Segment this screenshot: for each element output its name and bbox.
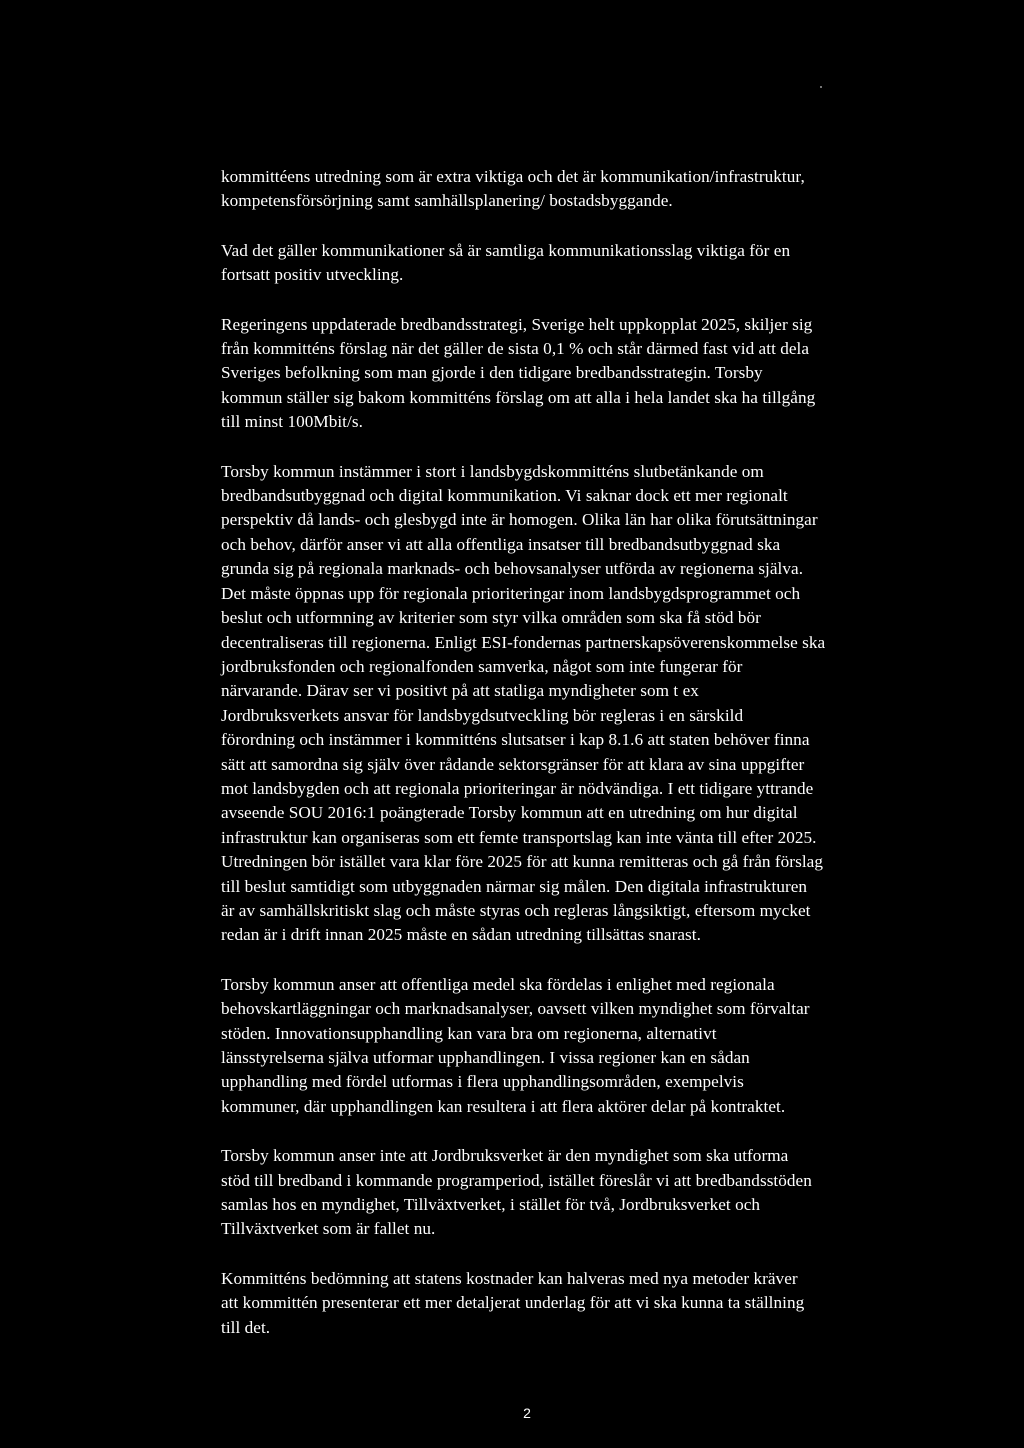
text-line: Det måste öppnas upp för regionala prioriteringar inom landsbygdsprogrammet och (221, 583, 801, 603)
text-line: kommun ställer sig bakom kommitténs förslag om att alla i hela landet ska ha tillgång (221, 387, 816, 407)
text-line: mot landsbygden och att regionala prioriteringar är nödvändiga. I ett tidigare yttrande (221, 778, 814, 798)
text-line: Jordbruksverkets ansvar för landsbygdsutveckling bör regleras i en särskild (221, 705, 744, 725)
text-line: beslut och utformning av kriterier som styr vilka områden som ska få stöd bör (221, 608, 761, 628)
paragraph-7 (221, 1267, 921, 1340)
text-line: redan är i drift innan 2025 måste en sådan utredning tillsättas snarast. (221, 925, 701, 945)
paragraph-3 (221, 313, 921, 435)
text-line: Kommitténs bedömning att statens kostnader kan halveras med nya metoder kräver (221, 1268, 798, 1288)
text-line: kommuner, där upphandlingen kan resultera i att flera aktörer delar på kontraktet. (221, 1096, 786, 1116)
text-line: upphandling med fördel utformas i flera upphandlingsområden, exempelvis (221, 1072, 744, 1092)
text-line: Torsby kommun instämmer i stort i landsbygdskommitténs slutbetänkande om (221, 461, 764, 481)
text-line: och behov, därför anser vi att alla offentliga insatser till bredbandsutbyggnad ska (221, 534, 781, 554)
text-line: från kommitténs förslag när det gäller de sista 0,1 % och står därmed fast vid att dela (221, 339, 810, 359)
paragraph-4 (221, 460, 921, 948)
text-line: kommittéens utredning som är extra viktiga och det är kommunikation/infrastruktur, (221, 167, 805, 186)
text-line: Utredningen bör istället vara klar före 2025 för att kunna remitteras och gå från förslag (221, 852, 823, 872)
text-line: perspektiv då lands- och glesbygd inte är homogen. Olika län har olika förutsättningar (221, 510, 818, 530)
text-line: behovskartläggningar och marknadsanalyser, oavsett vilken myndighet som förvaltar (221, 999, 810, 1019)
text-line: sätt att samordna sig själv över rådande sektorsgränser för att klara av sina uppgifter (221, 754, 805, 774)
text-line: till beslut samtidigt som utbyggnaden närmar sig målen. Den digitala infrastrukturen (221, 876, 808, 896)
text-line: stöden. Innovationsupphandling kan vara bra om regionerna, alternativt (221, 1023, 717, 1043)
text-line: till minst 100Mbit/s. (221, 412, 363, 432)
text-line: samlas hos en myndighet, Tillväxtverket, i stället för två, Jordbruksverket och (221, 1195, 761, 1215)
text-line: avseende SOU 2016:1 poängterade Torsby kommun att en utredning om hur digital (221, 803, 798, 823)
text-line: till det. (221, 1317, 271, 1337)
text-line: decentraliseras till regionerna. Enligt ESI-fondernas partnerskapsöverenskommelse ska (221, 632, 826, 652)
text-line: är av samhällskritiskt slag och måste styras och regleras långsiktigt, eftersom mycket (221, 900, 811, 920)
paragraph-5 (221, 973, 921, 1119)
text-line: Torsby kommun anser inte att Jordbruksverket är den myndighet som ska utforma (221, 1146, 789, 1166)
text-line: bredbandsutbyggnad och digital kommunikation. Vi saknar dock ett mer regionalt (221, 486, 788, 506)
text-line: Sveriges befolkning som man gjorde i den tidigare bredbandsstrategin. Torsby (221, 363, 763, 383)
text-line: länsstyrelserna själva utformar upphandlingen. I vissa regioner kan en sådan (221, 1048, 750, 1067)
page-number: 2 (523, 1405, 531, 1421)
text-line: Regeringens uppdaterade bredbandsstrategi, Sverige helt uppkopplat 2025, skiljer sig (221, 314, 813, 334)
text-line: grunda sig på regionala marknads- och behovsanalyser utförda av regionerna själva. (221, 559, 804, 579)
text-line: att kommittén presenterar ett mer detaljerat underlag för att vi ska kunna ta ställning (221, 1293, 805, 1313)
text-line: infrastruktur kan organiseras som ett femte transportslag kan inte vänta till efter 2025. (221, 827, 817, 847)
text-line: Vad det gäller kommunikationer så är samtliga kommunikationsslag viktiga för en (221, 240, 791, 260)
text-line: kompetensförsörjning samt samhällsplanering/ bostadsbyggande. (221, 191, 673, 211)
text-line: stöd till bredband i kommande programperiod, istället föreslår vi att bredbandsstöden (221, 1170, 812, 1190)
text-line: förordning och instämmer i kommitténs slutsatser i kap 8.1.6 att staten behöver finna (221, 730, 810, 750)
paragraph-6 (221, 1144, 921, 1242)
text-line: närvarande. Därav ser vi positivt på att statliga myndigheter som t ex (221, 681, 699, 701)
text-line: fortsatt positiv utveckling. (221, 265, 404, 285)
text-line: jordbruksfonden och regionalfonden samverka, något som inte fungerar för (221, 656, 743, 676)
paragraph-2 (221, 239, 921, 288)
body-text (221, 165, 921, 1365)
scan-speck (820, 86, 822, 88)
text-line: Tillväxtverket som är fallet nu. (221, 1219, 436, 1239)
text-line: Torsby kommun anser att offentliga medel ska fördelas i enlighet med regionala (221, 974, 775, 994)
paragraph-1 (221, 165, 921, 214)
